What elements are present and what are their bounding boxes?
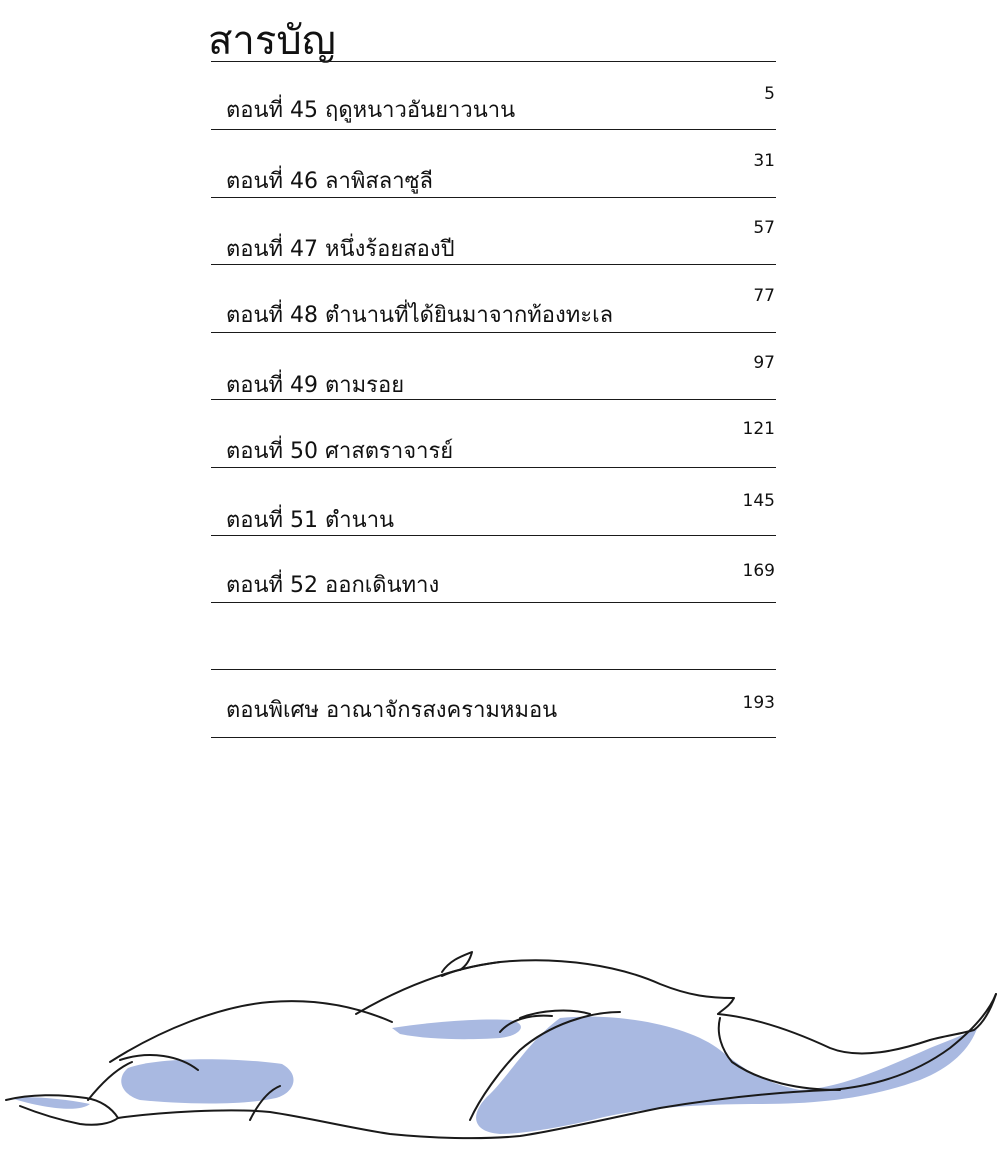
- toc-page-52: 169: [742, 561, 775, 581]
- toc-page-46: 31: [753, 151, 775, 171]
- divider: [211, 535, 776, 536]
- divider: [211, 264, 776, 265]
- divider: [211, 669, 776, 670]
- toc-page-special: 193: [742, 693, 775, 713]
- divider: [211, 602, 776, 603]
- toc-entry-47[interactable]: ตอนที่ 47 หนึ่งร้อยสองปี: [226, 237, 455, 262]
- toc-entry-49[interactable]: ตอนที่ 49 ตามรอย: [226, 373, 405, 398]
- divider: [211, 332, 776, 333]
- toc-entry-50[interactable]: ตอนที่ 50 ศาสตราจารย์: [226, 439, 454, 464]
- toc-page-47: 57: [753, 218, 775, 238]
- divider: [211, 129, 776, 130]
- toc-page-45: 5: [764, 84, 775, 104]
- divider: [211, 399, 776, 400]
- toc-page-49: 97: [753, 353, 775, 373]
- whales-illustration: [0, 940, 1000, 1155]
- toc-page-51: 145: [742, 491, 775, 511]
- toc-entry-52[interactable]: ตอนที่ 52 ออกเดินทาง: [226, 573, 440, 598]
- toc-page-50: 121: [742, 419, 775, 439]
- toc-entry-48[interactable]: ตอนที่ 48 ตำนานที่ได้ยินมาจากท้องทะเล: [226, 303, 614, 328]
- divider: [211, 197, 776, 198]
- toc-entry-46[interactable]: ตอนที่ 46 ลาพิสลาซูลี: [226, 169, 434, 194]
- toc-entry-special[interactable]: ตอนพิเศษ อาณาจักรสงครามหมอน: [226, 698, 558, 723]
- toc-page-48: 77: [753, 286, 775, 306]
- toc-entry-51[interactable]: ตอนที่ 51 ตำนาน: [226, 508, 395, 533]
- divider: [211, 737, 776, 738]
- divider: [211, 467, 776, 468]
- toc-entry-45[interactable]: ตอนที่ 45 ฤดูหนาวอันยาวนาน: [226, 98, 516, 123]
- title-underline: [211, 61, 776, 62]
- page-title: สารบัญ: [208, 18, 336, 64]
